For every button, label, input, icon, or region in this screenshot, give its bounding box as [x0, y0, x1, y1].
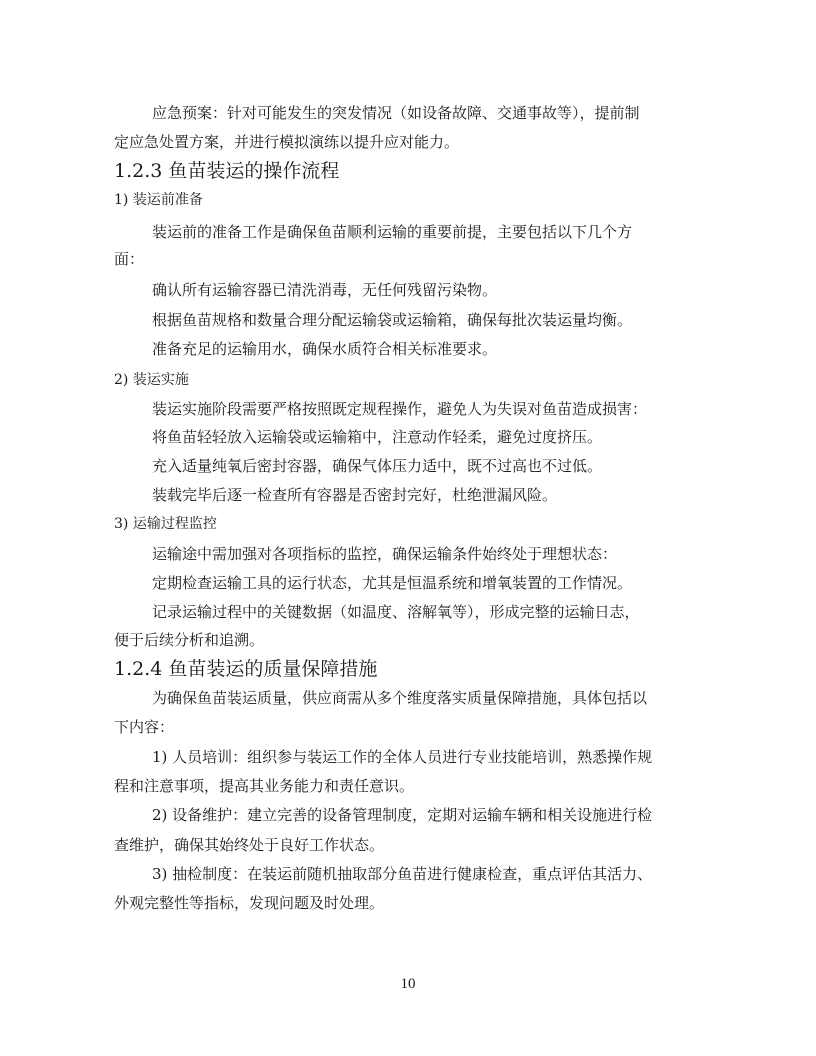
paragraph-quality-intro-cont: 下内容： — [114, 718, 175, 736]
paragraph-prepare-water: 准备充足的运输用水，确保水质符合相关标准要求。 — [152, 340, 498, 358]
paragraph-pre-loading-intro-cont: 面： — [114, 250, 145, 268]
paragraph-emergency-plan: 应急预案：针对可能发生的突发情况（如设备故障、交通事故等），提前制 — [152, 104, 640, 122]
paragraph-quality-intro: 为确保鱼苗装运质量，供应商需从多个维度落实质量保障措施，具体包括以 — [152, 689, 648, 707]
paragraph-allocate-bags: 根据鱼苗规格和数量合理分配运输袋或运输箱，确保每批次装运量均衡。 — [152, 311, 633, 329]
paragraph-record-data: 记录运输过程中的关键数据（如温度、溶解氧等），形成完整的运输日志， — [152, 603, 640, 621]
paragraph-sampling-inspection: 3) 抽检制度：在装运前随机抽取部分鱼苗进行健康检查，重点评估其活力、 — [152, 865, 653, 883]
paragraph-equipment-maintenance: 2) 设备维护：建立完善的设备管理制度，定期对运输车辆和相关设施进行检 — [152, 806, 653, 824]
paragraph-staff-training-cont: 程和注意事项，提高其业务能力和责任意识。 — [114, 777, 415, 795]
paragraph-check-seal: 装载完毕后逐一检查所有容器是否密封完好，杜绝泄漏风险。 — [152, 486, 558, 504]
paragraph-monitoring-intro: 运输途中需加强对各项指标的监控，确保运输条件始终处于理想状态： — [152, 545, 618, 563]
paragraph-check-vehicle: 定期检查运输工具的运行状态，尤其是恒温系统和增氧装置的工作情况。 — [152, 574, 633, 592]
paragraph-record-data-cont: 便于后续分析和追溯。 — [114, 631, 265, 649]
section-heading-1-2-3: 1.2.3 鱼苗装运的操作流程 — [114, 160, 340, 182]
paragraph-place-fry: 将鱼苗轻轻放入运输袋或运输箱中，注意动作轻柔，避免过度挤压。 — [152, 428, 603, 446]
paragraph-pre-loading-intro: 装运前的准备工作是确保鱼苗顺利运输的重要前提，主要包括以下几个方 — [152, 223, 633, 241]
paragraph-clean-containers: 确认所有运输容器已清洗消毒，无任何残留污染物。 — [152, 281, 498, 299]
paragraph-staff-training: 1) 人员培训：组织参与装运工作的全体人员进行专业技能培训，熟悉操作规 — [152, 748, 653, 766]
subheading-pre-loading: 1) 装运前准备 — [114, 192, 203, 208]
paragraph-emergency-plan-cont: 定应急处置方案，并进行模拟演练以提升应对能力。 — [114, 133, 460, 151]
paragraph-sampling-inspection-cont: 外观完整性等指标，发现问题及时处理。 — [114, 894, 385, 912]
paragraph-fill-oxygen: 充入适量纯氧后密封容器，确保气体压力适中，既不过高也不过低。 — [152, 457, 603, 475]
section-heading-1-2-4: 1.2.4 鱼苗装运的质量保障措施 — [114, 658, 378, 680]
paragraph-equipment-maintenance-cont: 查维护，确保其始终处于良好工作状态。 — [114, 836, 385, 854]
page-number: 10 — [400, 976, 416, 992]
subheading-transport-monitoring: 3) 运输过程监控 — [114, 516, 217, 532]
paragraph-loading-intro: 装运实施阶段需要严格按照既定规程操作，避免人为失误对鱼苗造成损害： — [152, 400, 648, 418]
subheading-loading-implementation: 2) 装运实施 — [114, 372, 189, 388]
